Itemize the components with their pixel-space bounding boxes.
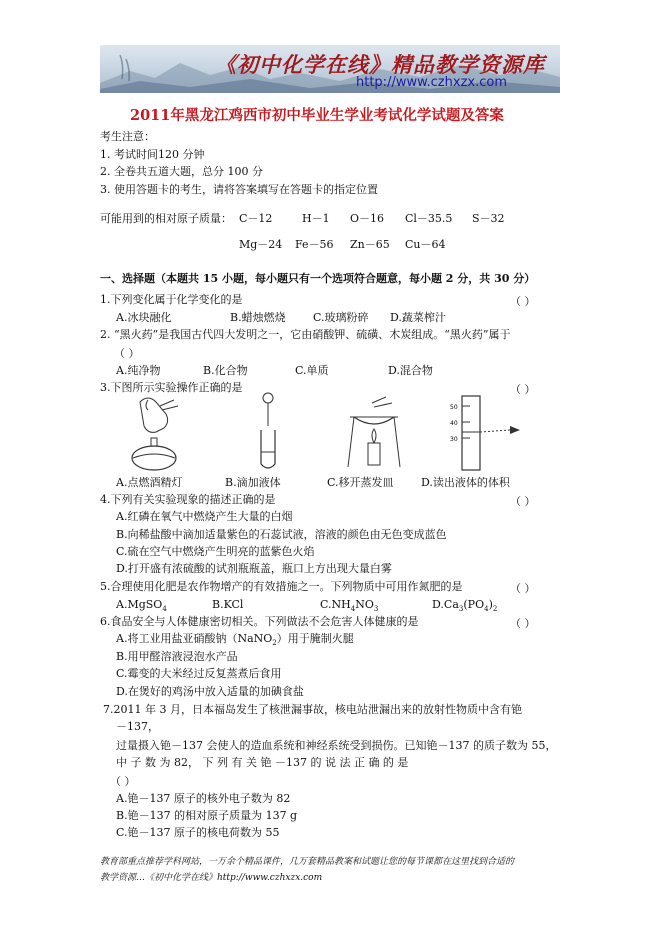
- question-stem-cont: 中 子 数 为 82， 下 列 有 关 铯 －137 的 说 法 正 确 的 是: [116, 756, 409, 769]
- option: C.铯－137 原子的核电荷数为 55: [116, 826, 280, 839]
- option: A.冰块融化: [116, 311, 172, 324]
- option: C.玻璃粉碎: [313, 311, 369, 324]
- option: D.在煲好的鸡汤中放入适量的加碘食盐: [116, 685, 304, 698]
- header-banner: [100, 45, 560, 93]
- option: A.将工业用盐亚硝酸钠（NaNO$_2$）用于腌制火腿: [116, 632, 354, 648]
- scale-label: 40: [450, 420, 458, 427]
- question-stem: 2. “黑火药”是我国古代四大发明之一，它由硝酸钾、硫磺、木炭组成。“黑火药”属于: [100, 328, 511, 341]
- answer-blank: （ ）: [510, 295, 536, 308]
- banner-title: 《初中化学在线》精品教学资源库: [215, 52, 545, 77]
- option: B.KCl: [212, 598, 244, 611]
- option: B.铯－137 的相对原子质量为 137 g: [116, 809, 298, 822]
- answer-blank: （ ）: [114, 347, 140, 360]
- notice-item: 2. 全卷共五道大题，总分 100 分: [100, 165, 263, 178]
- option: C.移开蒸发皿: [327, 476, 394, 489]
- option: D.打开盛有浓硫酸的试剂瓶瓶盖，瓶口上方出现大量白雾: [116, 562, 392, 575]
- dropper-test-tube-illustration: [252, 392, 292, 472]
- option: B.用甲醛溶液浸泡水产品: [116, 650, 238, 663]
- atomic-mass-label: 可能用到的相对原子质量：: [100, 212, 232, 225]
- notice-item: 3. 使用答题卡的考生，请将答案填写在答题卡的指定位置: [100, 183, 378, 196]
- answer-blank: （ ）: [510, 495, 536, 508]
- scale-label: 50: [450, 404, 458, 411]
- option: A.铯－137 原子的核外电子数为 82: [116, 792, 291, 805]
- question-stem-cont: －137，: [116, 720, 159, 733]
- option: B.化合物: [203, 364, 248, 377]
- atomic-mass-item: H－1: [302, 212, 330, 225]
- footer-line: 教育部重点推荐学科网站，一万余个精品课件，几万套精品教案和试题让您的每节课都在这里找到合适的: [100, 857, 515, 867]
- option: C.硫在空气中燃烧产生明亮的蓝紫色火焰: [116, 545, 315, 558]
- question-stem: 4.下列有关实验现象的描述正确的是: [100, 493, 276, 506]
- option: D.读出液体的体积: [421, 476, 510, 489]
- page-title: 2011年黑龙江鸡西市初中毕业生学业考试化学试题及答案: [130, 107, 504, 124]
- atomic-mass-item: Cl－35.5: [405, 212, 453, 225]
- option: $D.Ca_3(PO_4)_2$: [432, 598, 498, 614]
- measuring-cylinder-illustration: [450, 392, 530, 474]
- option: A.MgSO$_4$: [116, 598, 167, 614]
- option: B.滴加液体: [225, 476, 281, 489]
- section-heading: 一、选择题（本题共 15 小题，每小题只有一个选项符合题意，每小题 2 分，共 30 分）: [100, 272, 536, 285]
- option: B.蜡烛燃烧: [230, 311, 286, 324]
- atomic-mass-item: C－12: [239, 212, 273, 225]
- question-stem-cont: 过量摄入铯－137 会使人的造血系统和神经系统受到损伤。已知铯－137 的质子数为 55，: [116, 739, 557, 752]
- question-stem: 3.下图所示实验操作正确的是: [100, 381, 243, 394]
- option: D.混合物: [388, 364, 433, 377]
- atomic-mass-item: Cu－64: [405, 238, 446, 251]
- option: B.向稀盐酸中滴加适量紫色的石蕊试液，溶液的颜色由无色变成蓝色: [116, 528, 447, 541]
- alcohol-lamp-illustration: [118, 392, 198, 472]
- notice-heading: 考生注意：: [100, 130, 155, 143]
- atomic-mass-item: Zn－65: [350, 238, 390, 251]
- option: D.蔬菜榨汁: [390, 311, 446, 324]
- atomic-mass-item: Fe－56: [295, 238, 334, 251]
- answer-blank: （ ）: [510, 617, 536, 630]
- question-stem: 5.合理使用化肥是农作物增产的有效措施之一。下列物质中可用作氮肥的是: [100, 580, 463, 593]
- atomic-mass-item: Mg－24: [239, 238, 283, 251]
- notice-item: 1. 考试时间120 分钟: [100, 148, 205, 161]
- option: C.霉变的大米经过反复蒸煮后食用: [116, 667, 282, 680]
- atomic-mass-item: O－16: [350, 212, 385, 225]
- atomic-mass-item: S－32: [472, 212, 505, 225]
- option: A.红磷在氧气中燃烧产生大量的白烟: [116, 510, 293, 523]
- banner-url-link[interactable]: http://www.czhxzx.com: [356, 75, 507, 90]
- option: A.点燃酒精灯: [116, 476, 183, 489]
- question-stem: 7.2011 年 3 月，日本福岛发生了核泄漏事故，核电站泄漏出来的放射性物质中含有铯: [103, 703, 522, 716]
- footer-link[interactable]: 教学资源…《初中化学在线》http://www.czhxzx.com: [100, 873, 323, 883]
- scale-label: 30: [450, 436, 458, 443]
- question-stem: 6.食品安全与人体健康密切相关。下列做法不会危害人体健康的是: [100, 615, 419, 628]
- answer-blank: （ ）: [510, 582, 536, 595]
- answer-blank: （ ）: [110, 775, 136, 788]
- option: A.纯净物: [116, 364, 161, 377]
- evaporating-dish-illustration: [342, 395, 406, 473]
- option: C.单质: [295, 364, 329, 377]
- option: $C.NH_4NO_3$: [320, 598, 379, 614]
- question-stem: 1.下列变化属于化学变化的是: [100, 293, 243, 306]
- answer-blank: （ ）: [510, 383, 536, 396]
